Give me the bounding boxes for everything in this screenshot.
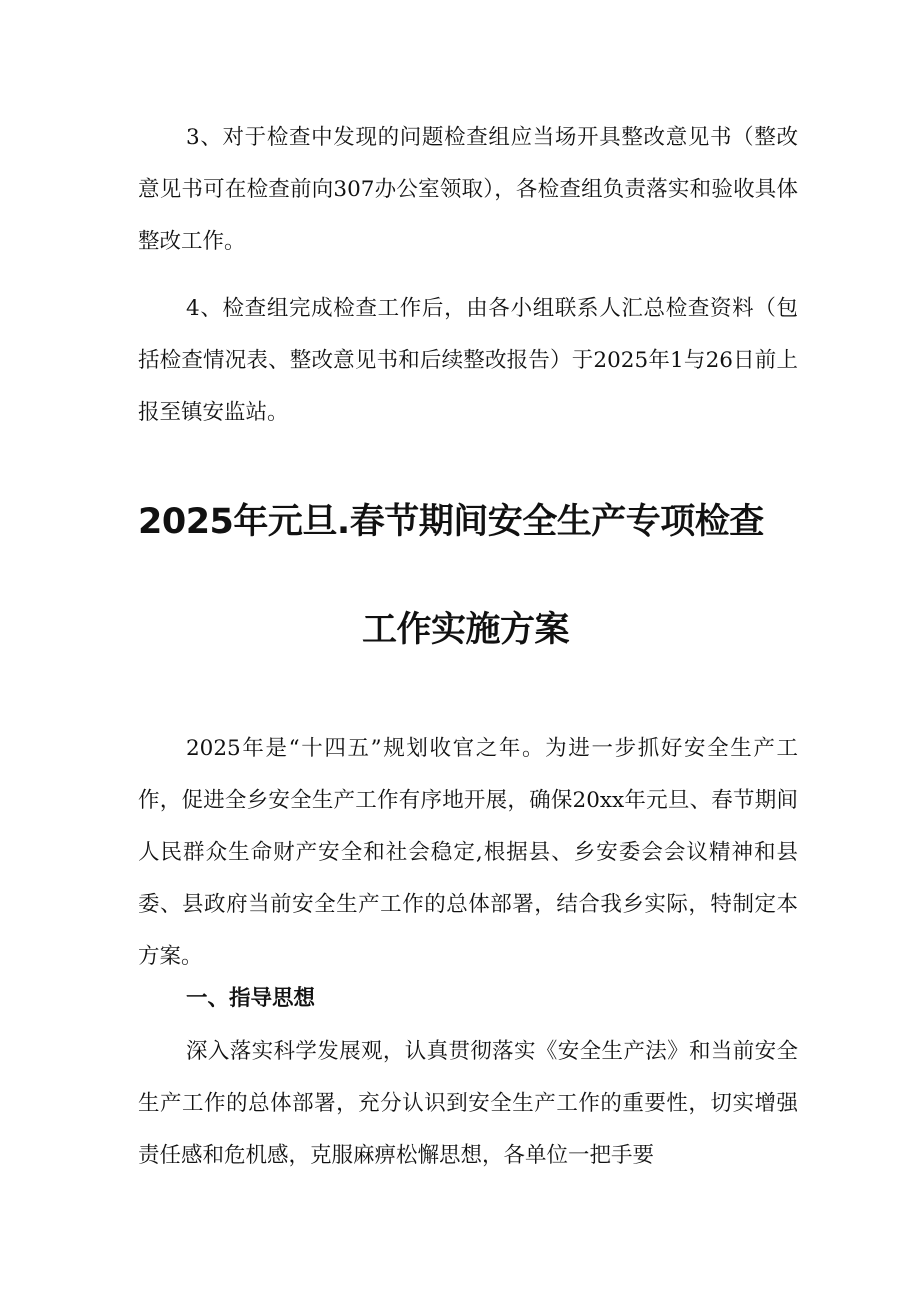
paragraph-item-4: 4、检查组完成检查工作后，由各小组联系人汇总检查资料（包括检查情况表、整改意见书和后续整改报告）于2025年1与26日前上报至镇安监站。 xyxy=(138,296,798,425)
document-title-line-1: 2025年元旦.春节期间安全生产专项检查 xyxy=(138,502,764,542)
document-title-line-2: 工作实施方案 xyxy=(362,610,570,650)
section-body-paragraph: 深入落实科学发展观，认真贯彻落实《安全生产法》和当前安全生产工作的总体部署，充分认识到安全生产工作的重要性，切实增强责任感和危机感，克服麻痹松懈思想，各单位一把手要 xyxy=(138,1039,798,1168)
section-heading-guiding-ideology: 一、指导思想 xyxy=(186,986,316,1011)
intro-paragraph: 2025年是“十四五”规划收官之年。为进一步抓好安全生产工作，促进全乡安全生产工作有序地开展，确保20xx年元旦、春节期间人民群众生命财产安全和社会稳定,根据县、乡安委会会议精神和县委、县政府当前安全生产工作的总体部署，结合我乡实际，特制定本方案。 xyxy=(138,736,798,969)
paragraph-item-3: 3、对于检查中发现的问题检查组应当场开具整改意见书（整改意见书可在检查前向307办公室领取），各检查组负责落实和验收具体整改工作。 xyxy=(138,125,798,254)
